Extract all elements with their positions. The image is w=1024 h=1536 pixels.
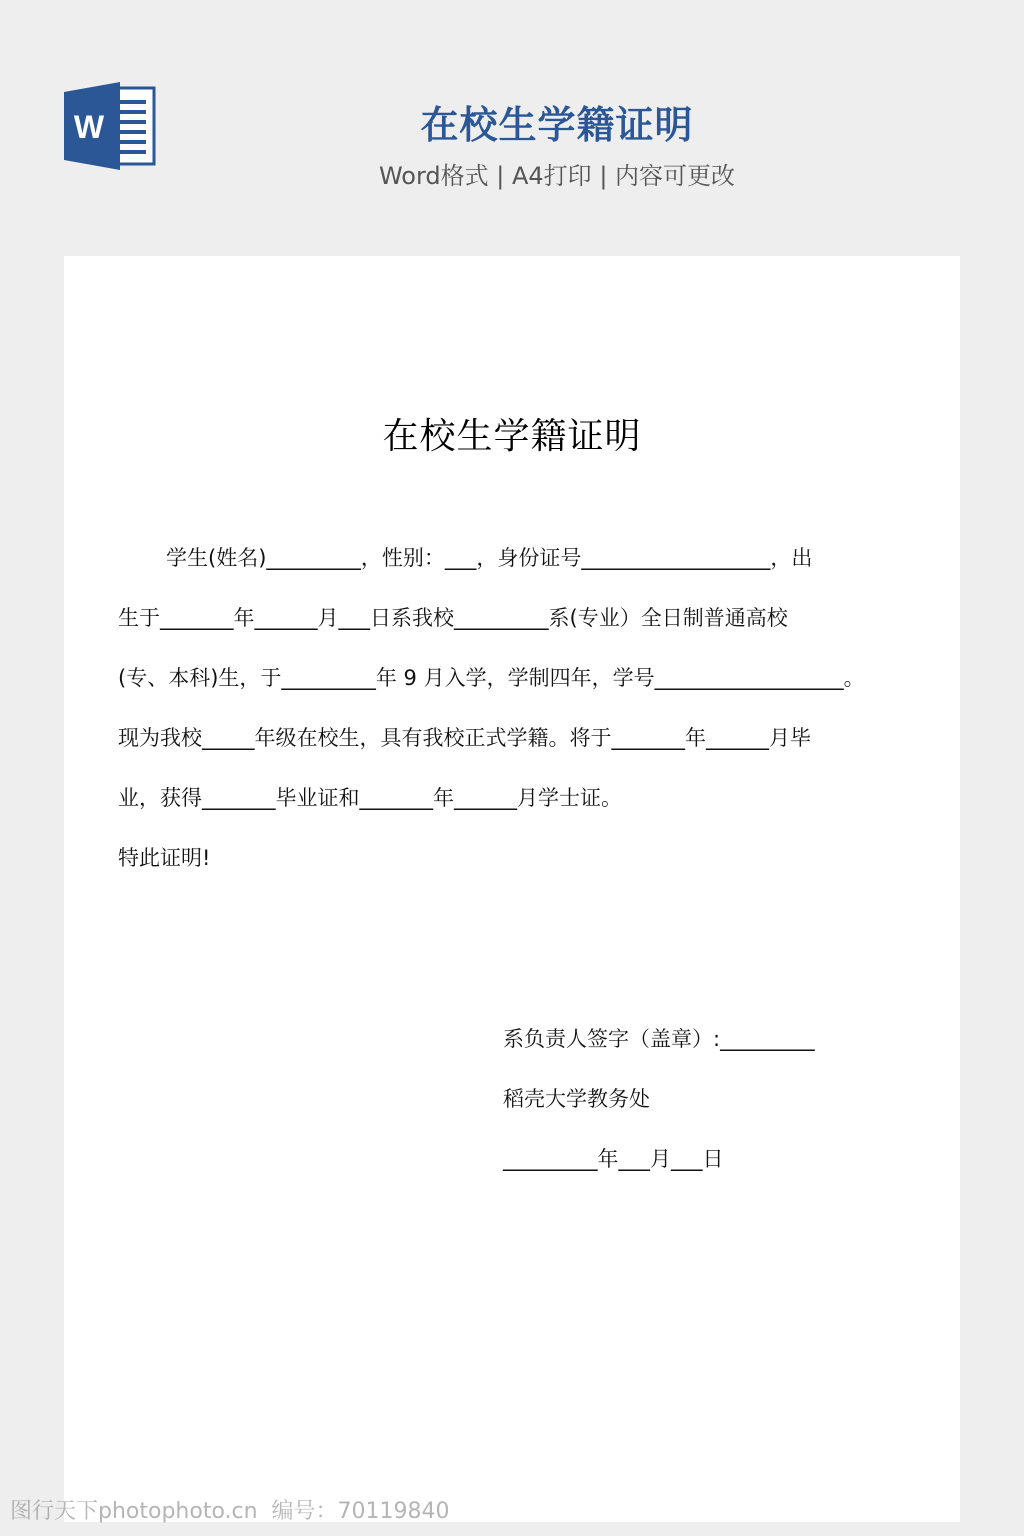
body-line-2: 生于_______年______月___日系我校_________系(专业）全日制普通高校 [118, 606, 788, 630]
svg-text:W: W [73, 109, 105, 145]
banner-subtitle: Word格式 | A4打印 | 内容可更改 [378, 162, 736, 190]
watermark: 图行天下photophoto.cn 编号：70119840 [10, 1499, 450, 1524]
banner-title: 在校生学籍证明 [420, 103, 694, 147]
banner [0, 0, 1024, 240]
date-line: _________年___月___日 [503, 1147, 724, 1171]
body-line-3: (专、本科)生，于_________年 9 月入学，学制四年，学号__________________。 [118, 666, 865, 690]
document-title: 在校生学籍证明 [382, 416, 642, 457]
closing-line: 特此证明! [118, 846, 211, 870]
body-line-5: 业，获得_______毕业证和_______年______月学士证。 [118, 786, 622, 810]
signature-line: 系负责人签字（盖章）:_________ [503, 1027, 815, 1051]
issuer-line: 稻壳大学教务处 [503, 1087, 650, 1111]
body-line-4: 现为我校_____年级在校生，具有我校正式学籍。将于_______年______月毕 [118, 726, 811, 750]
body-line-1: 学生(姓名)_________，性别：___，身份证号__________________，出 [166, 546, 813, 570]
